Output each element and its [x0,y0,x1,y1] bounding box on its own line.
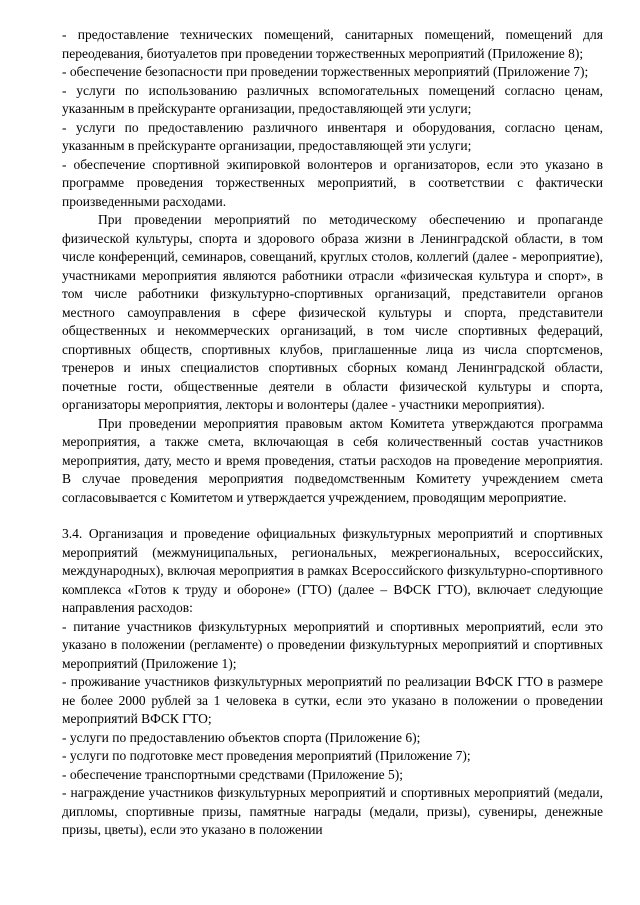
list-item: - обеспечение безопасности при проведении торжественных мероприятий (Приложение 7); [62,64,589,79]
list-item: - услуги по предоставлению объектов спорта (Приложение 6); [62,729,421,745]
list-item: - награждение участников физкультурных мероприятий и спортивных мероприятий (медали, дипломы, спортивные призы, памятные награды (медали, призы), сувениры, денежные призы, цветы), если это указано в положении [62,785,603,837]
list-item: - проживание участников физкультурных мероприятий по реализации ВФСК ГТО в размере не более 2000 рублей за 1 человека в сутки, если это указано в положении о проведении мероприятий ВФСК ГТО; [62,674,603,726]
list-item: - обеспечение спортивной экипировкой волонтеров и организаторов, если это указано в программе проведения торжественных мероприятий, в соответствии с фактически произведенными расходами. [62,156,603,209]
list-item: - услуги по использованию различных вспомогательных помещений согласно ценам, указанным в прейскуранте организации, предоставляющей эти услуги; [62,82,603,116]
paragraph-participants: При проведении мероприятий по методическому обеспечению и пропаганде физической культуры, спорта и здорового образа жизни в Ленинградской области, в том числе конференций, семинаров, совещаний, круглых столов, коллегий (далее - мероприятие), участниками мероприятия являются работники отрасли «физическая культура и спорт», в том числе работники физкультурно-спортивных организаций, представители органов местного самоуправления в сфере физической культуры и спорта, представители общественных и некоммерческих организаций, в том числе спортивных федераций, спортивных обществ, спортивных клубов, приглашенные лица из числа спортсменов, тренеров и иных специалистов спортивных сборных команд Ленинградской области, почетные гости, общественные деятели в области физической культуры и спорта, организаторы мероприятия, лекторы и волонтеры (далее - участники мероприятия). [62,212,603,412]
list-item: - услуги по подготовке мест проведения мероприятий (Приложение 7); [62,748,471,763]
list-item: - обеспечение транспортными средствами (Приложение 5); [62,766,403,782]
section-3-4: 3.4. Организация и проведение официальных физкультурных мероприятий и спортивных мероприятий (межмуниципальных, региональных, межрегиональных, всероссийских, международных), включая мероприятия в рамках Всероссийского физкультурно-спортивного комплекса «Готов к труду и обороне» (ГТО) (далее – ВФСК ГТО), включает следующие направления расходов: [62,526,603,615]
document-page [62,26,603,840]
section-spacer [62,507,603,525]
list-item: - предоставление технических помещений, санитарных помещений, помещений для переодевания, биотуалетов при проведении торжественных мероприятий (Приложение 8); [62,27,603,61]
list-item: - услуги по предоставлению различного инвентаря и оборудования, согласно ценам, указанным в прейскуранте организации, предоставляющей эти услуги; [62,119,603,153]
paragraph-program: При проведении мероприятия правовым актом Комитета утверждаются программа мероприятия, а также смета, включающая в себя количественный состав участников мероприятия, дату, место и время проведения, статьи расходов на проведение мероприятия. В случае проведения мероприятия подведомственным Комитету учреждением смета согласовывается с Комитетом и утверждается учреждением, проводящим мероприятие. [62,415,603,505]
list-item: - питание участников физкультурных мероприятий и спортивных мероприятий, если это указано в положении (регламенте) о проведении физкультурных мероприятий и спортивных мероприятий (Приложение 1); [62,618,603,671]
